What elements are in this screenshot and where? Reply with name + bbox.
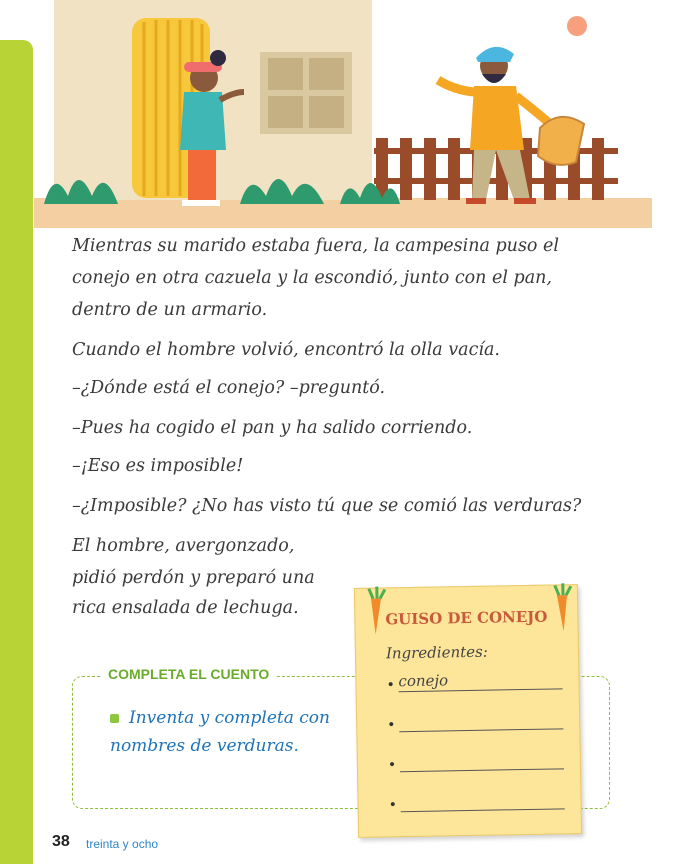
- recipe-title: GUISO DE CONEJO: [385, 607, 548, 629]
- story-line: Cuando el hombre volvió, encontró la olla vacía.: [72, 340, 500, 360]
- ingredient-line[interactable]: [388, 749, 564, 772]
- ingredient-value: conejo: [398, 671, 449, 691]
- page-number: 38: [52, 833, 70, 850]
- bullet-dot-icon: •: [387, 757, 397, 774]
- ingredient-line[interactable]: [387, 709, 563, 732]
- dialogue-line: –Pues ha cogido el pan y ha salido corriendo.: [72, 418, 473, 438]
- story-line: conejo en otra cazuela y la escondió, junto con el pan,: [72, 268, 552, 288]
- dialogue-line: –¿Dónde está el conejo? –preguntó.: [72, 378, 386, 398]
- task-instruction: [110, 704, 350, 760]
- story-illustration: [34, 0, 652, 232]
- side-accent-bar: [0, 40, 33, 864]
- task-title: COMPLETA EL CUENTO: [102, 666, 275, 682]
- dialogue-line: –¿Imposible? ¿No has visto tú que se comió las verduras?: [72, 496, 582, 516]
- page-number-words: treinta y ocho: [86, 837, 159, 851]
- dialogue-line: –¡Eso es imposible!: [72, 456, 244, 476]
- story-line: rica ensalada de lechuga.: [72, 598, 299, 618]
- story-line: pidió perdón y preparó una: [72, 568, 315, 588]
- sun: [567, 16, 587, 36]
- story-line: dentro de un armario.: [72, 300, 268, 320]
- bullet-square-icon: [110, 714, 119, 723]
- recipe-subtitle: Ingredientes:: [385, 642, 488, 663]
- ingredient-line[interactable]: [388, 789, 564, 812]
- bullet-dot-icon: •: [387, 717, 396, 734]
- bullet-dot-icon: •: [388, 797, 398, 814]
- ingredient-line[interactable]: [386, 669, 562, 692]
- story-line: Mientras su marido estaba fuera, la campesina puso el: [72, 236, 559, 256]
- recipe-card: [354, 584, 582, 838]
- task-instruction-text: Inventa y completa con nombres de verduras.: [110, 708, 330, 756]
- story-line: El hombre, avergonzado,: [72, 536, 295, 556]
- bullet-dot-icon: •: [386, 677, 395, 694]
- window: [260, 52, 352, 134]
